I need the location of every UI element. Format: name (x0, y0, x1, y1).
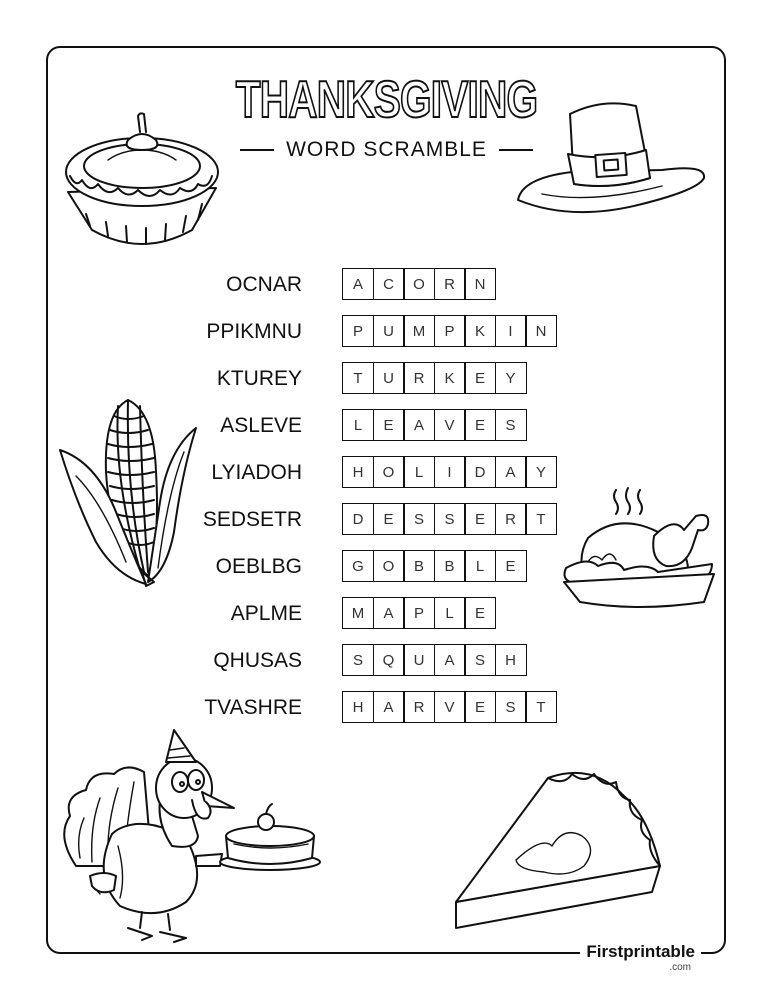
turkey-character-icon (56, 726, 324, 952)
letter-box[interactable]: H (342, 691, 374, 723)
letter-box[interactable]: T (525, 691, 557, 723)
letter-box[interactable]: L (403, 456, 435, 488)
brand-logo: Firstprintable (580, 942, 701, 962)
letter-box[interactable]: L (342, 409, 374, 441)
letter-box[interactable]: S (495, 409, 527, 441)
letter-box[interactable]: Y (525, 456, 557, 488)
letter-box[interactable]: C (373, 268, 405, 300)
letter-box[interactable]: E (464, 597, 496, 629)
brand-domain: .com (669, 962, 691, 973)
letter-box[interactable]: A (373, 691, 405, 723)
letter-box[interactable]: E (464, 362, 496, 394)
letter-box[interactable]: S (464, 644, 496, 676)
pilgrim-hat-icon (512, 94, 712, 218)
letter-box[interactable]: U (373, 315, 405, 347)
letter-box[interactable]: K (464, 315, 496, 347)
answer-boxes (342, 409, 527, 441)
letter-box[interactable]: E (373, 409, 405, 441)
letter-box[interactable]: S (342, 644, 374, 676)
answer-boxes (342, 644, 527, 676)
letter-box[interactable]: O (403, 268, 435, 300)
scrambled-word: ASLEVE (220, 414, 302, 437)
letter-box[interactable]: O (373, 550, 405, 582)
letter-box[interactable]: E (495, 550, 527, 582)
roast-turkey-icon (558, 486, 720, 612)
letter-box[interactable]: I (434, 456, 466, 488)
letter-box[interactable]: R (403, 362, 435, 394)
letter-box[interactable]: O (373, 456, 405, 488)
letter-box[interactable]: P (342, 315, 374, 347)
scrambled-word: PPIKMNU (206, 320, 302, 343)
letter-box[interactable]: R (495, 503, 527, 535)
letter-box[interactable]: A (495, 456, 527, 488)
scrambled-word: OEBLBG (215, 555, 302, 578)
letter-box[interactable]: L (464, 550, 496, 582)
letter-box[interactable]: U (403, 644, 435, 676)
letter-box[interactable]: T (525, 503, 557, 535)
letter-box[interactable]: H (342, 456, 374, 488)
letter-box[interactable]: U (373, 362, 405, 394)
scrambled-word: OCNAR (226, 273, 302, 296)
letter-box[interactable]: Y (495, 362, 527, 394)
letter-box[interactable]: V (434, 409, 466, 441)
letter-box[interactable]: E (464, 409, 496, 441)
letter-box[interactable]: K (434, 362, 466, 394)
answer-boxes (342, 456, 557, 488)
scrambled-word: SEDSETR (202, 508, 302, 531)
answer-boxes (342, 691, 557, 723)
letter-box[interactable]: G (342, 550, 374, 582)
letter-box[interactable]: M (403, 315, 435, 347)
letter-box[interactable]: N (525, 315, 557, 347)
letter-box[interactable]: Q (373, 644, 405, 676)
letter-box[interactable]: A (403, 409, 435, 441)
letter-box[interactable]: B (403, 550, 435, 582)
letter-box[interactable]: D (342, 503, 374, 535)
letter-box[interactable]: S (495, 691, 527, 723)
letter-box[interactable]: V (434, 691, 466, 723)
scrambled-word: APLME (230, 602, 302, 625)
letter-box[interactable]: L (434, 597, 466, 629)
page-subtitle: WORD SCRAMBLE (286, 138, 487, 161)
scrambled-word: LYIADOH (211, 461, 302, 484)
letter-box[interactable]: A (342, 268, 374, 300)
letter-box[interactable]: N (464, 268, 496, 300)
letter-box[interactable]: H (495, 644, 527, 676)
letter-box[interactable]: T (342, 362, 374, 394)
scrambled-word: QHUSAS (213, 649, 302, 672)
pie-slice-icon (452, 766, 666, 934)
letter-box[interactable]: S (403, 503, 435, 535)
letter-box[interactable]: P (403, 597, 435, 629)
answer-boxes (342, 503, 557, 535)
letter-box[interactable]: M (342, 597, 374, 629)
letter-box[interactable]: E (464, 691, 496, 723)
answer-boxes (342, 362, 527, 394)
answer-boxes (342, 550, 527, 582)
letter-box[interactable]: S (434, 503, 466, 535)
letter-box[interactable]: A (434, 644, 466, 676)
answer-boxes (342, 597, 496, 629)
page-title: THANKSGIVING (235, 71, 538, 129)
letter-box[interactable]: B (434, 550, 466, 582)
answer-boxes (342, 268, 496, 300)
scrambled-word: KTUREY (216, 367, 302, 390)
letter-box[interactable]: I (495, 315, 527, 347)
letter-box[interactable]: D (464, 456, 496, 488)
letter-box[interactable]: A (373, 597, 405, 629)
letter-box[interactable]: E (373, 503, 405, 535)
pumpkin-pie-icon (62, 110, 224, 252)
answer-boxes (342, 315, 557, 347)
letter-box[interactable]: R (434, 268, 466, 300)
subtitle-dash-left (240, 149, 274, 151)
scrambled-word: TVASHRE (204, 696, 302, 719)
letter-box[interactable]: R (403, 691, 435, 723)
letter-box[interactable]: E (464, 503, 496, 535)
letter-box[interactable]: P (434, 315, 466, 347)
